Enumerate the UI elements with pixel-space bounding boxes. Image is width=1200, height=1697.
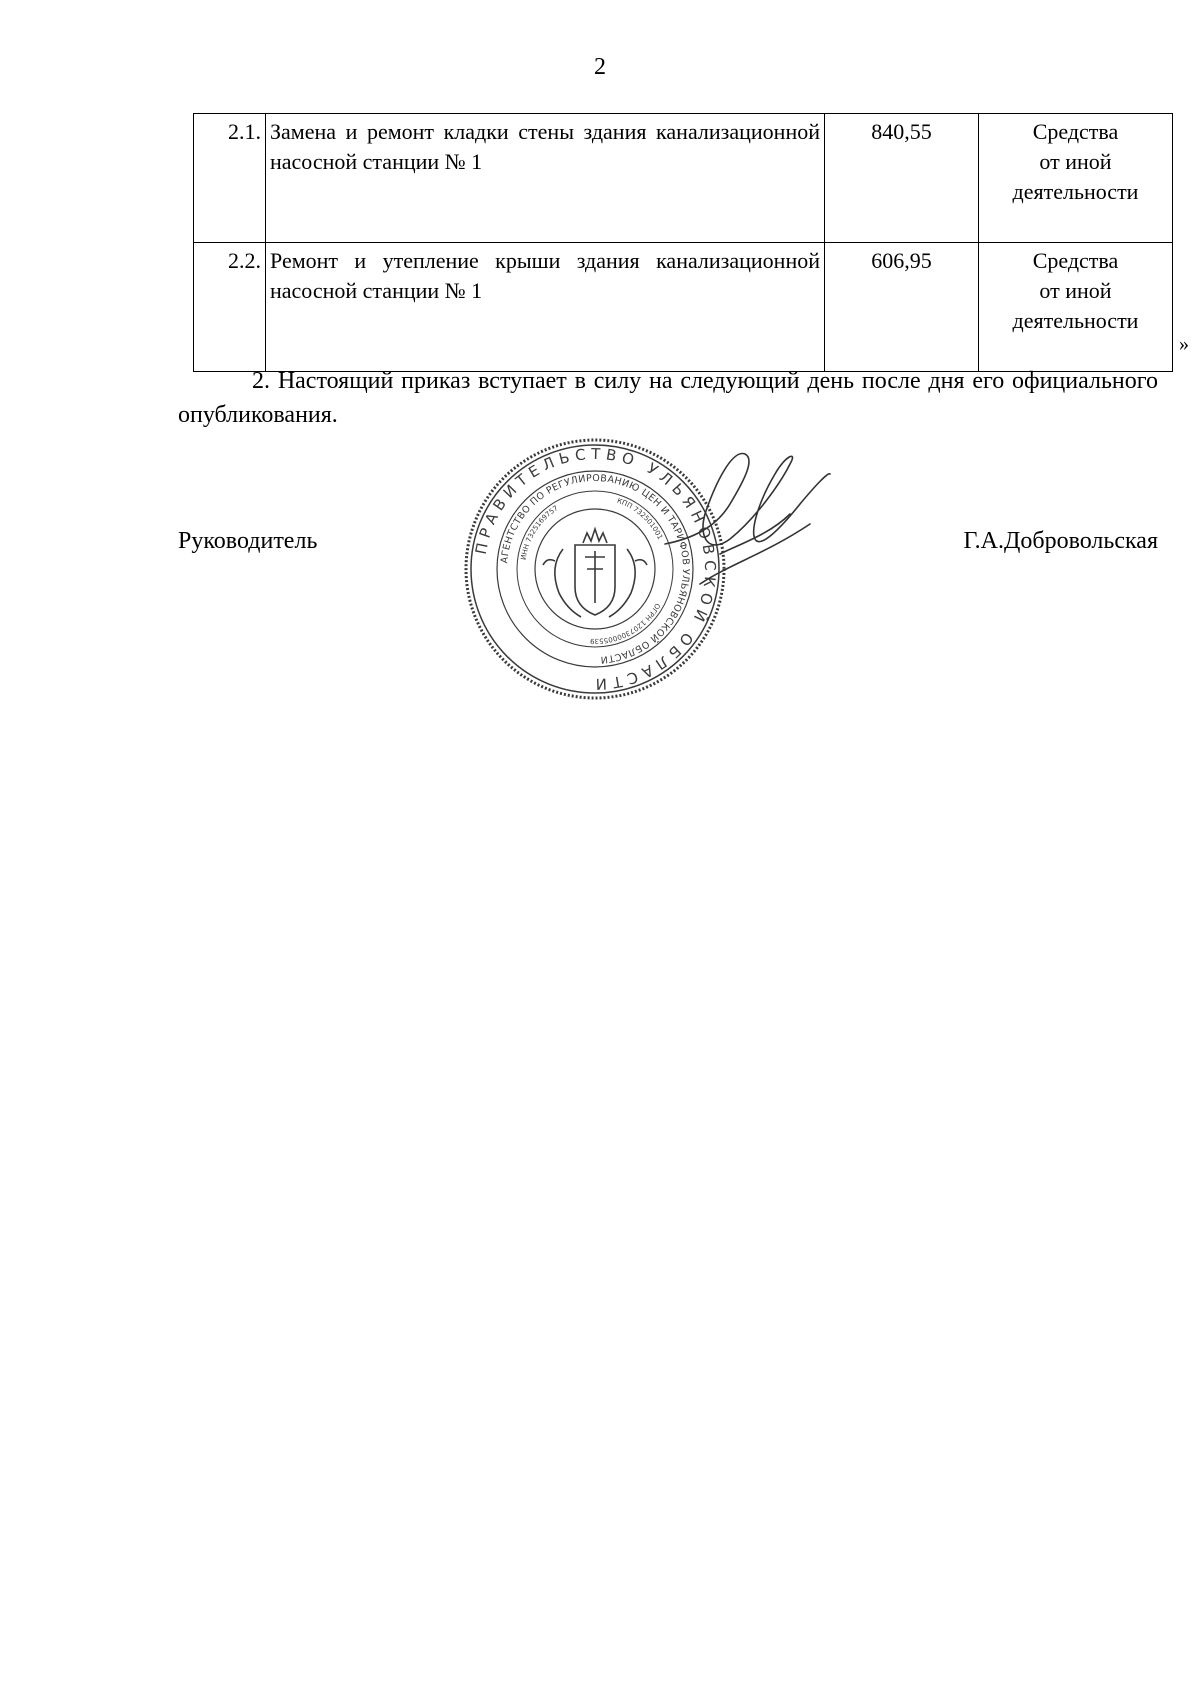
seal-outer-text: ПРАВИТЕЛЬСТВО УЛЬЯНОВСКОЙ ОБЛАСТИ xyxy=(471,444,720,694)
funding-source-line: деятельности xyxy=(1012,308,1139,333)
row-number: 2.1. xyxy=(194,114,266,243)
row-funding-source xyxy=(979,243,1173,372)
row-description: Замена и ремонт кладки стены здания канализационной насосной станции № 1 xyxy=(266,114,825,243)
row-description: Ремонт и утепление крыши здания канализационной насосной станции № 1 xyxy=(266,243,825,372)
items-table xyxy=(193,113,1173,372)
clause-text: 2. Настоящий приказ вступает в силу на следующий день после дня его официального опубликования. xyxy=(178,368,1158,428)
funding-source-line: Средства xyxy=(1032,119,1119,144)
funding-source-line: деятельности xyxy=(1012,179,1139,204)
handwritten-signature xyxy=(660,444,835,604)
row-number: 2.2. xyxy=(194,243,266,372)
seal-inner-text: АГЕНТСТВО ПО РЕГУЛИРОВАНИЮ ЦЕН И ТАРИФОВ УЛЬЯНОВСКОЙ ОБЛАСТИ xyxy=(499,472,692,665)
funding-source-line: от иной xyxy=(1039,278,1112,303)
page-number: 2 xyxy=(594,54,606,80)
closing-quote: » xyxy=(1179,333,1189,355)
seal-inn-text: ИНН 7325169757 xyxy=(519,504,560,561)
funding-source-line: от иной xyxy=(1039,149,1112,174)
row-funding-source xyxy=(979,114,1173,243)
row-amount: 840,55 xyxy=(825,114,979,243)
row-amount: 606,95 xyxy=(825,243,979,372)
table-row xyxy=(194,243,1173,372)
seal-ogrn-text: ОГРН 1207300005539 xyxy=(589,601,662,646)
coat-of-arms-icon xyxy=(543,529,647,617)
seal-kpp-text: КПП 732501001 xyxy=(615,496,665,541)
funding-source-line: Средства xyxy=(1032,248,1119,273)
table-row xyxy=(194,114,1173,243)
signer-name: Г.А.Добровольская xyxy=(963,528,1158,554)
signer-title: Руководитель xyxy=(178,528,318,554)
